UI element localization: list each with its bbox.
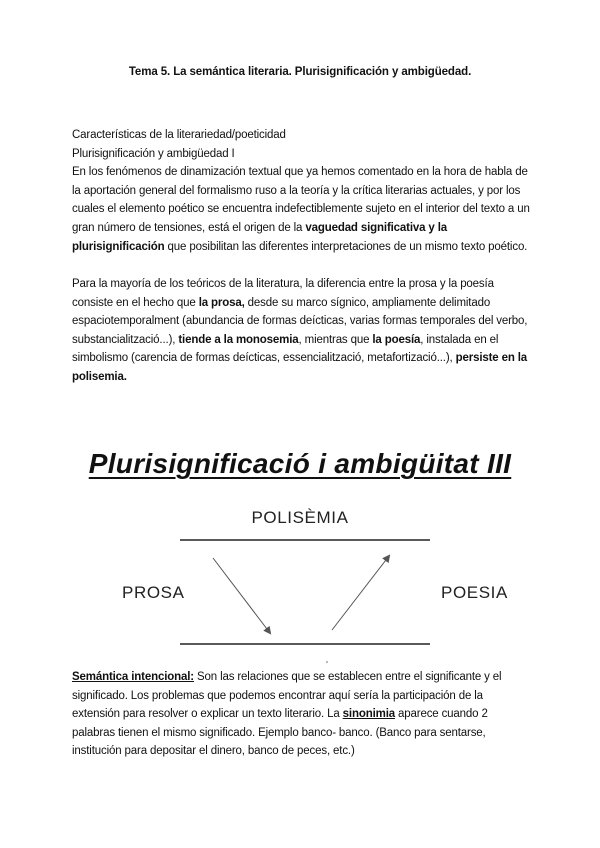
para2-g: , instalada en el simbolismo (carencia de formas deícticas, essencialització, metafortizació...), xyxy=(72,333,499,365)
para3-c: sinonimia xyxy=(342,708,395,721)
para2-text xyxy=(72,275,532,387)
label-prosa: PROSA xyxy=(122,583,185,602)
diagram-title-text: Plurisignificació i ambigüitat III xyxy=(88,448,512,479)
label-poesia: POESIA xyxy=(441,583,508,602)
para3-b: Son las relaciones que se establecen entre el significante y el significado. Los problemas que podemos encontrar aquí sería la participación de la extensión para resolver o explicar un texto literario. La xyxy=(72,671,502,721)
arrow-up xyxy=(332,556,389,630)
para3-d: aparece cuando 2 palabras tienen el mismo significado. Ejemplo banco- banco. (Banco para sentarse, institución para depositar el dinero, banco de peces, etc.) xyxy=(72,708,488,758)
para3-text xyxy=(72,668,532,761)
dot-mark xyxy=(326,661,328,663)
intro-text-bold: vaguedad significativa y la plurisignificación xyxy=(72,221,447,253)
arrow-down xyxy=(213,558,270,633)
intentional-semantics-paragraph xyxy=(72,668,532,761)
intro-paragraph xyxy=(72,163,532,256)
para2-c: desde su marco sígnico, ampliamente delimitado espaciotemporalment (abundancia de formas deícticas, varias formas temporales del verbo, substancialització...), xyxy=(72,296,528,346)
diagram-lines xyxy=(0,440,600,670)
intro-text-a: En los fenómenos de dinamización textual que ya hemos comentado en la hora de habla de la aportación general del formalismo ruso a la teoría y la crítica literarias actuales, y por los cuales el elemento poético se encuentra indefectiblemente sujeto en el interior del texto a un gran número de tensiones, está el origen de la xyxy=(72,166,530,234)
polysemy-diagram xyxy=(0,440,600,670)
para3-a: Semántica intencional: xyxy=(72,671,194,683)
label-polisemia: POLISÈMIA xyxy=(251,508,349,527)
intro-block xyxy=(72,126,532,256)
para2-e: , mientras que xyxy=(298,333,373,346)
intro-line-1: Características de la literariedad/poeticidad xyxy=(72,129,286,141)
para2-a: Para la mayoría de los teóricos de la literatura, la diferencia entre la prosa y la poesía consiste en el hecho que xyxy=(72,278,494,309)
intro-line-2: Plurisignificación y ambigüedad I xyxy=(72,147,235,160)
para2-f: la poesía xyxy=(372,333,421,346)
para2-d: tiende a la monosemia xyxy=(178,333,299,346)
para2-b: la prosa, xyxy=(198,296,245,309)
document-title: Tema 5. La semántica literaria. Plurisignificación y ambigüedad. xyxy=(128,66,472,78)
intro-text-c: que posibilitan las diferentes interpretaciones de un mismo texto poético. xyxy=(164,240,528,253)
para2-h: persiste en la polisemia. xyxy=(72,352,528,383)
prose-poetry-paragraph xyxy=(72,275,532,387)
